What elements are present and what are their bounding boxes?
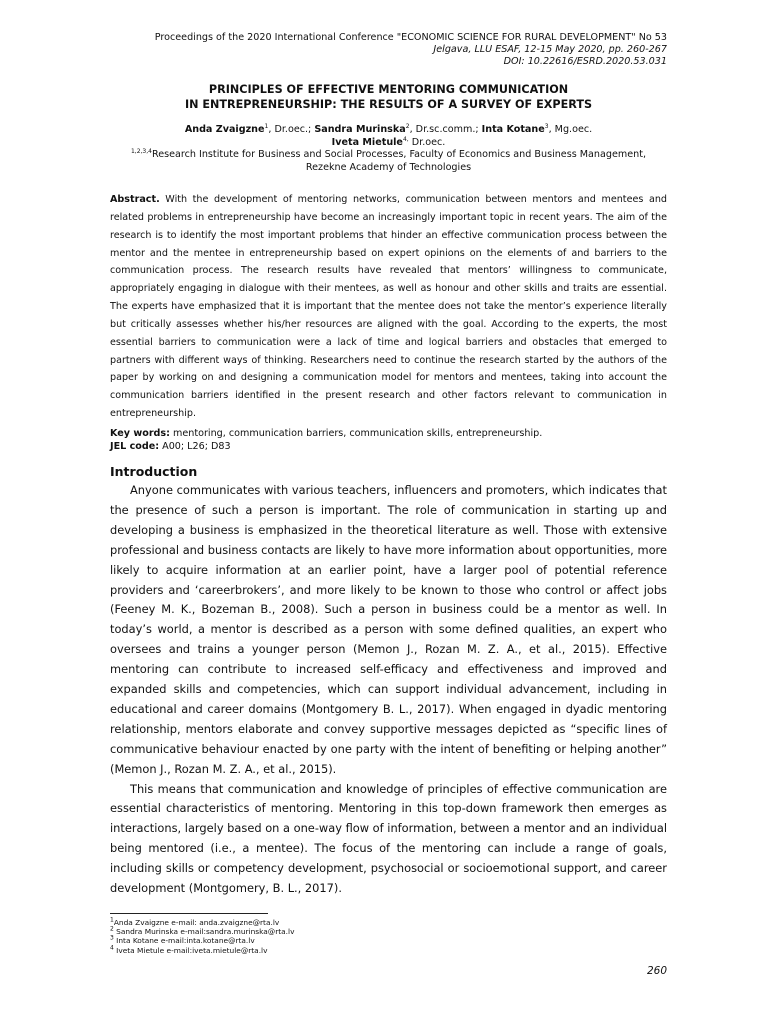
jel-text: A00; L26; D83 [159, 440, 231, 452]
footnotes [110, 918, 294, 955]
author-sup: 2 [405, 122, 410, 130]
footnote-divider [110, 913, 268, 914]
header-line-1: Proceedings of the 2020 International Conference "ECONOMIC SCIENCE FOR RURAL DEVELOPMENT" No 53 [154, 32, 667, 43]
author-degree: , Dr.sc.comm.; [409, 124, 482, 135]
header-doi: DOI: 10.22616/ESRD.2020.53.031 [503, 56, 667, 67]
affiliation-line-2: Rezekne Academy of Technologies [305, 161, 472, 173]
author-sup: 4, [402, 135, 409, 143]
author-name: Inta Kotane [481, 124, 545, 135]
footnote [110, 918, 294, 927]
author-name: Anda Zvaigzne [184, 124, 265, 135]
conference-header [110, 32, 667, 68]
title-line-1: PRINCIPLES OF EFFECTIVE MENTORING COMMUNICATION [208, 83, 569, 96]
jel-label: JEL code: [110, 440, 160, 452]
footnote [110, 946, 294, 955]
abstract-text: With the development of mentoring networks, communication between mentors and mentees and related problems in entrepreneurship have become an increasingly important topic in recent years. The aim of the research is to identify the most important problems that hinder an effective communication process between the mentor and the mentee in entrepreneurship based on expert opinions on the elements of and barriers to the communication process. The research results have revealed that mentors’ willingness to communicate, appropriately engaging in dialogue with their mentees, as well as honour and other skills and traits are essential. The experts have emphasized that it is important that the mentee does not take the mentor’s experience literally but critically assesses whether his/her resources are aligned with the goal. According to the experts, the most essential barriers to communication were a lack of time and logical barriers and obstacles that emerged to partners with different ways of thinking. Researchers need to continue the research started by the authors of the paper by working on and designing a communication model for mentors and mentees, taking into account the communication barriers identified in the present research and other factors relevant to communication in entrepreneurship. [110, 194, 667, 420]
footnote-sup: 2 [110, 925, 114, 933]
introduction-body [110, 481, 667, 899]
paper-page [110, 32, 667, 899]
footnote-sup: 1 [110, 916, 114, 924]
header-line-2: Jelgava, LLU ESAF, 12-15 May 2020, pp. 260-267 [433, 44, 667, 55]
author-line-2 [110, 137, 667, 150]
footnote-text: Anda Zvaigzne e-mail: anda.zvaigzne@rta.lv [113, 918, 280, 927]
author-sup: 3 [544, 122, 549, 130]
footnote-text: Iveta Mietule e-mail:iveta.mietule@rta.lv [113, 945, 268, 955]
footnote-sup: 4 [110, 944, 114, 952]
paragraph: This means that communication and knowledge of principles of effective communication are essential characteristics of mentoring. Mentoring in this top-down framework then emerges as interactions, largely based on a one-way flow of information, between a mentor and an individual being mentored (i.e., a mentee). The focus of the mentoring can include a range of goals, including skills or competency development, psychosocial or socioemotional support, and career development (Montgomery, B. L., 2017). [110, 781, 667, 896]
jel-code [110, 440, 667, 453]
author-block [110, 124, 667, 174]
author-name: Sandra Murinska [314, 124, 406, 135]
affiliation-sup: 1,2,3,4 [130, 147, 152, 155]
title-line-2: IN ENTREPRENEURSHIP: THE RESULTS OF A SURVEY OF EXPERTS [184, 98, 593, 111]
author-degree: Dr.oec. [408, 136, 446, 148]
footnote [110, 936, 294, 945]
affiliation-text: Research Institute for Business and Social Processes, Faculty of Economics and Business Management, [151, 149, 647, 160]
paragraph: Anyone communicates with various teachers, influencers and promoters, which indicates that the presence of such a person is important. The role of communication in starting up and developing a business is emphasized in the theoretical literature as well. Those with extensive professional and business contacts are likely to have more information about opportunities, more likely to acquire information at an earlier point, have a larger pool of potential reference providers and ‘careerbrokers’, and more likely to be known to those who control or affect jobs (Feeney M. K., Bozeman B., 2008). Such a person in business could be a mentor as well. In today’s world, a mentor is described as a person with some defined qualities, an expert who oversees and trains a younger person (Memon J., Rozan M. Z. A., et al., 2015). Effective mentoring can contribute to increased self-efficacy and effectiveness and improved and expanded skills and competencies, which can support individual advancement, including in educational and career domains (Montgomery B. L., 2017). When engaged in dyadic mentoring relationship, mentors elaborate and convey supportive messages depicted as “specific lines of communicative behaviour enacted by one party with the intent of benefiting or helping another” (Memon J., Rozan M. Z. A., et al., 2015). [110, 482, 667, 776]
author-line-1 [110, 124, 667, 137]
author-sup: 1 [264, 122, 269, 130]
abstract-label: Abstract. [110, 194, 160, 205]
footnote-sup: 3 [110, 934, 114, 942]
abstract [110, 191, 667, 423]
affiliation-line-1 [110, 149, 667, 162]
author-degree: , Mg.oec. [548, 124, 593, 135]
section-heading-introduction: Introduction [110, 463, 198, 479]
author-name: Iveta Mietule [331, 136, 403, 148]
keywords-text: mentoring, communication barriers, communication skills, entrepreneurship. [169, 427, 543, 439]
author-degree: , Dr.oec.; [268, 124, 315, 135]
footnote-text: Inta Kotane e-mail:inta.kotane@rta.lv [113, 936, 255, 946]
keywords-label: Key words: [110, 427, 170, 439]
paper-title [110, 82, 667, 112]
footnote-text: Sandra Murinska e-mail:sandra.murinska@rta.lv [113, 927, 295, 937]
page-number: 260 [646, 965, 667, 977]
keywords [110, 427, 667, 440]
